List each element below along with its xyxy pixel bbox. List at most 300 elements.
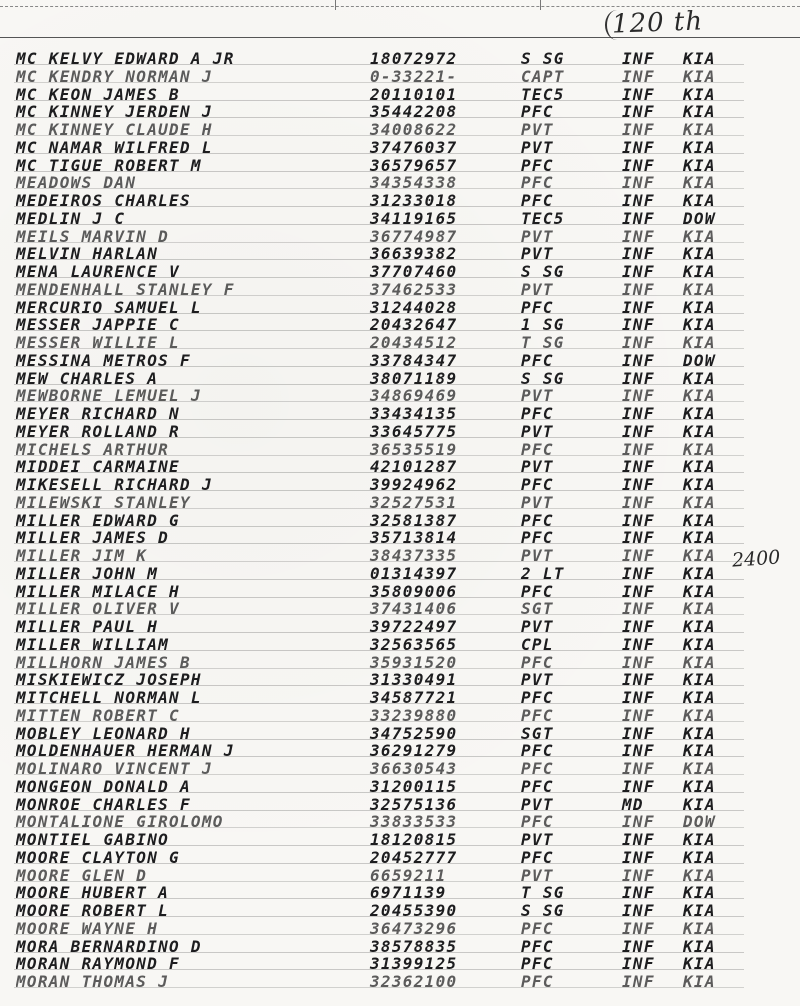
service-number: 37707460 [370, 262, 458, 281]
row-underline [14, 827, 744, 828]
soldier-name: MOLDENHAUER HERMAN J [16, 741, 235, 761]
roster-row [0, 937, 800, 954]
branch: INF [622, 652, 655, 672]
service-number: 18120815 [370, 830, 458, 849]
row-underline [14, 774, 744, 775]
roster-row [0, 653, 800, 670]
casualty-status: KIA [683, 368, 716, 388]
row-underline [14, 206, 744, 207]
roster-row [0, 440, 800, 457]
roster-row [0, 919, 800, 936]
roster-row [0, 102, 800, 122]
service-number: 42101287 [370, 457, 458, 477]
casualty-status: KIA [683, 404, 716, 423]
roster-row [0, 457, 800, 477]
roster-row [0, 954, 800, 974]
rank: PVT [521, 546, 554, 565]
service-number: 0-33221- [370, 66, 458, 86]
service-number: 6659211 [370, 865, 447, 885]
soldier-name: MICHELS ARTHUR [16, 439, 170, 459]
service-number: 01314397 [370, 563, 458, 583]
rank: PVT [521, 457, 554, 477]
roster-row [0, 617, 800, 634]
row-underline [14, 863, 744, 864]
casualty-roster [0, 49, 800, 991]
soldier-name: MELVIN HARLAN [16, 244, 159, 264]
branch: INF [622, 173, 655, 193]
row-underline [14, 543, 744, 544]
service-number: 34119165 [370, 208, 458, 228]
service-number: 39722497 [370, 617, 458, 636]
roster-row [0, 972, 800, 989]
soldier-name: MILLER MILACE H [16, 581, 180, 601]
soldier-name: MILEWSKI STANLEY [16, 492, 191, 512]
soldier-name: MOORE ROBERT L [16, 901, 170, 920]
service-number: 20434512 [370, 333, 458, 352]
roster-row [0, 386, 800, 406]
soldier-name: MEYER ROLLAND R [16, 421, 180, 441]
roster-row [0, 706, 800, 723]
branch: INF [622, 475, 655, 494]
row-underline [14, 898, 744, 899]
branch: INF [622, 297, 655, 317]
casualty-status: KIA [683, 475, 716, 494]
casualty-status: KIA [683, 617, 716, 636]
soldier-name: MOORE CLAYTON G [16, 847, 180, 867]
row-underline [14, 330, 744, 331]
branch: INF [622, 865, 655, 885]
soldier-name: MESSER JAPPIE C [16, 315, 180, 335]
roster-row [0, 830, 800, 847]
rank: PVT [521, 492, 554, 512]
casualty-status: KIA [683, 563, 716, 583]
casualty-status: KIA [683, 705, 716, 725]
branch: INF [622, 599, 655, 619]
row-underline [14, 969, 744, 970]
casualty-status: KIA [683, 759, 716, 778]
rank: 1 SG [521, 315, 565, 335]
soldier-name: MEADOWS DAN [16, 173, 137, 193]
casualty-status: KIA [683, 510, 716, 530]
service-number: 20432647 [370, 315, 458, 335]
row-underline [14, 419, 744, 420]
rank: PVT [521, 794, 554, 814]
roster-row [0, 848, 800, 865]
rank: PFC [521, 510, 554, 530]
row-underline [14, 597, 744, 598]
row-underline [14, 313, 744, 314]
row-underline [14, 614, 744, 615]
branch: INF [622, 208, 655, 228]
branch: INF [622, 634, 655, 654]
roster-row [0, 156, 800, 173]
tick-mark [540, 0, 541, 10]
rank: PVT [521, 226, 554, 246]
roster-row [0, 67, 800, 84]
soldier-name: MOORE GLEN D [16, 865, 148, 885]
row-underline [14, 739, 744, 740]
casualty-status: KIA [683, 830, 716, 849]
rank: 2 LT [521, 563, 565, 583]
service-number: 37462533 [370, 279, 458, 299]
roster-row [0, 528, 800, 548]
casualty-status: KIA [683, 191, 716, 210]
row-underline [14, 579, 744, 580]
roster-row [0, 333, 800, 350]
service-number: 34354338 [370, 173, 458, 193]
tick-mark [335, 0, 336, 10]
roster-row [0, 262, 800, 279]
casualty-status: KIA [683, 457, 716, 477]
soldier-name: MILLER OLIVER V [16, 599, 180, 619]
branch: INF [622, 421, 655, 441]
branch: INF [622, 546, 655, 565]
rank: S SG [521, 901, 565, 920]
casualty-status: KIA [683, 883, 716, 903]
roster-row [0, 49, 800, 66]
roster-row [0, 688, 800, 705]
row-underline [14, 153, 744, 154]
branch: INF [622, 705, 655, 725]
branch: INF [622, 84, 655, 104]
rank: CAPT [521, 66, 565, 86]
service-number: 35713814 [370, 528, 458, 548]
rank: PVT [521, 137, 554, 157]
roster-row [0, 511, 800, 528]
roster-row [0, 138, 800, 155]
rank: S SG [521, 262, 565, 281]
casualty-status: KIA [683, 262, 716, 281]
row-underline [14, 277, 744, 278]
service-number: 36291279 [370, 741, 458, 761]
soldier-name: MILLER JAMES D [16, 528, 170, 548]
soldier-name: MC NAMAR WILFRED L [16, 137, 213, 157]
branch: INF [622, 528, 655, 548]
branch: INF [622, 386, 655, 406]
branch: INF [622, 954, 655, 974]
rank: S SG [521, 49, 565, 68]
rank: PFC [521, 173, 554, 193]
row-underline [14, 987, 744, 988]
row-underline [14, 472, 744, 473]
branch: INF [622, 350, 655, 370]
branch: INF [622, 812, 655, 832]
branch: INF [622, 918, 655, 938]
service-number: 33239880 [370, 705, 458, 725]
casualty-status: KIA [683, 386, 716, 406]
roster-row [0, 777, 800, 794]
rank: PVT [521, 244, 554, 264]
branch: INF [622, 333, 655, 352]
branch: INF [622, 315, 655, 335]
casualty-status: KIA [683, 847, 716, 867]
roster-row [0, 759, 800, 776]
branch: INF [622, 776, 655, 796]
rank: PFC [521, 972, 554, 991]
service-number: 32527531 [370, 492, 458, 512]
rank: PVT [521, 830, 554, 849]
rank: PFC [521, 102, 554, 122]
roster-row [0, 724, 800, 741]
handwritten-unit-note: 120 th [611, 6, 704, 40]
casualty-status: KIA [683, 634, 716, 654]
soldier-name: MEDLIN J C [16, 208, 126, 228]
row-underline [14, 490, 744, 491]
branch: INF [622, 936, 655, 956]
casualty-status: KIA [683, 137, 716, 157]
handwritten-side-note: 2400 [731, 546, 782, 572]
rank: PFC [521, 528, 554, 548]
rank: PFC [521, 688, 554, 707]
branch: INF [622, 404, 655, 423]
roster-row [0, 227, 800, 244]
soldier-name: MILLER EDWARD G [16, 510, 180, 530]
row-underline [14, 135, 744, 136]
branch: INF [622, 49, 655, 68]
row-underline [14, 366, 744, 367]
casualty-status: KIA [683, 546, 716, 565]
service-number: 34587721 [370, 688, 458, 707]
row-underline [14, 650, 744, 651]
row-underline [14, 703, 744, 704]
casualty-status: KIA [683, 936, 716, 956]
roster-row [0, 85, 800, 102]
casualty-status: KIA [683, 421, 716, 441]
branch: INF [622, 226, 655, 246]
roster-row [0, 901, 800, 918]
branch: INF [622, 670, 655, 690]
branch: INF [622, 617, 655, 636]
soldier-name: MEYER RICHARD N [16, 404, 180, 423]
row-underline [14, 668, 744, 669]
branch: INF [622, 741, 655, 761]
service-number: 6971139 [370, 883, 447, 903]
rank: PFC [521, 191, 554, 210]
row-underline [14, 242, 744, 243]
soldier-name: MENDENHALL STANLEY F [16, 279, 235, 299]
soldier-name: MISKIEWICZ JOSEPH [16, 670, 202, 690]
service-number: 34008622 [370, 120, 458, 139]
soldier-name: MOORE WAYNE H [16, 918, 159, 938]
soldier-name: MEW CHARLES A [16, 368, 159, 388]
row-underline [14, 952, 744, 953]
row-underline [14, 188, 744, 189]
soldier-name: MOBLEY LEONARD H [16, 723, 191, 743]
soldier-name: MILLER JOHN M [16, 563, 159, 583]
casualty-status: KIA [683, 226, 716, 246]
rank: PFC [521, 439, 554, 459]
row-underline [14, 171, 744, 172]
rank: PVT [521, 120, 554, 139]
branch: INF [622, 439, 655, 459]
roster-row [0, 883, 800, 903]
service-number: 32581387 [370, 510, 458, 530]
row-underline [14, 881, 744, 882]
soldier-name: MEILS MARVIN D [16, 226, 170, 246]
service-number: 34752590 [370, 723, 458, 743]
casualty-status: KIA [683, 155, 716, 175]
rank: PFC [521, 581, 554, 601]
branch: INF [622, 66, 655, 86]
casualty-status: KIA [683, 439, 716, 459]
rank: PFC [521, 155, 554, 175]
rank: PFC [521, 759, 554, 778]
branch: INF [622, 581, 655, 601]
casualty-status: KIA [683, 173, 716, 193]
roster-row [0, 564, 800, 581]
branch: INF [622, 688, 655, 707]
rank: PFC [521, 954, 554, 974]
soldier-name: MORAN THOMAS J [16, 972, 170, 991]
casualty-status: KIA [683, 297, 716, 317]
branch: INF [622, 155, 655, 175]
branch: INF [622, 972, 655, 991]
roster-row [0, 582, 800, 599]
soldier-name: MONGEON DONALD A [16, 776, 191, 796]
rank: SGT [521, 599, 554, 619]
casualty-status: KIA [683, 776, 716, 796]
soldier-name: MC KENDRY NORMAN J [16, 66, 213, 86]
service-number: 32563565 [370, 634, 458, 654]
service-number: 37431406 [370, 599, 458, 619]
row-underline [14, 792, 744, 793]
row-underline [14, 756, 744, 757]
casualty-status: KIA [683, 723, 716, 743]
row-underline [14, 526, 744, 527]
soldier-name: MIDDEI CARMAINE [16, 457, 180, 477]
roster-row [0, 493, 800, 510]
soldier-name: MESSINA METROS F [16, 350, 191, 370]
soldier-name: MILLER WILLIAM [16, 634, 170, 654]
casualty-status: KIA [683, 84, 716, 104]
rank: PVT [521, 670, 554, 690]
service-number: 33784347 [370, 350, 458, 370]
service-number: 32362100 [370, 972, 458, 991]
row-underline [14, 934, 744, 935]
rank: PVT [521, 279, 554, 299]
row-underline [14, 561, 744, 562]
branch: MD [622, 794, 644, 814]
service-number: 33833533 [370, 812, 458, 832]
service-number: 36579657 [370, 155, 458, 175]
casualty-status: KIA [683, 901, 716, 920]
row-underline [14, 348, 744, 349]
rank: PFC [521, 812, 554, 832]
roster-row [0, 209, 800, 226]
casualty-status: KIA [683, 492, 716, 512]
service-number: 20455390 [370, 901, 458, 920]
casualty-status: KIA [683, 49, 716, 68]
service-number: 31200115 [370, 776, 458, 796]
rank: PVT [521, 865, 554, 885]
branch: INF [622, 279, 655, 299]
row-underline [14, 117, 744, 118]
roster-row [0, 741, 800, 761]
service-number: 31330491 [370, 670, 458, 690]
soldier-name: MOORE HUBERT A [16, 883, 170, 903]
soldier-name: MC KINNEY CLAUDE H [16, 120, 213, 139]
rank: PVT [521, 617, 554, 636]
soldier-name: MC KINNEY JERDEN J [16, 102, 213, 122]
roster-row [0, 315, 800, 335]
roster-row [0, 795, 800, 812]
service-number: 39924962 [370, 475, 458, 494]
row-underline [14, 632, 744, 633]
soldier-name: MENA LAURENCE V [16, 262, 180, 281]
casualty-status: KIA [683, 66, 716, 86]
service-number: 38437335 [370, 546, 458, 565]
roster-row [0, 191, 800, 208]
soldier-name: MITTEN ROBERT C [16, 705, 180, 725]
service-number: 38071189 [370, 368, 458, 388]
soldier-name: MOLINARO VINCENT J [16, 759, 213, 778]
rank: PVT [521, 421, 554, 441]
casualty-status: DOW [683, 812, 716, 832]
casualty-status: KIA [683, 120, 716, 139]
row-underline [14, 82, 744, 83]
casualty-status: KIA [683, 741, 716, 761]
rank: PFC [521, 297, 554, 317]
branch: INF [622, 262, 655, 281]
roster-row [0, 351, 800, 368]
row-underline [14, 685, 744, 686]
service-number: 36774987 [370, 226, 458, 246]
branch: INF [622, 883, 655, 903]
rank: PFC [521, 741, 554, 761]
service-number: 31244028 [370, 297, 458, 317]
branch: INF [622, 901, 655, 920]
service-number: 36535519 [370, 439, 458, 459]
service-number: 32575136 [370, 794, 458, 814]
service-number: 31233018 [370, 191, 458, 210]
soldier-name: MILLER JIM K [16, 546, 148, 565]
row-underline [14, 259, 744, 260]
rank: PFC [521, 652, 554, 672]
casualty-status: KIA [683, 528, 716, 548]
roster-row [0, 280, 800, 297]
rank: T SG [521, 333, 565, 352]
soldier-name: MEDEIROS CHARLES [16, 191, 191, 210]
roster-row [0, 812, 800, 832]
casualty-status: KIA [683, 972, 716, 991]
rank: T SG [521, 883, 565, 903]
rank: CPL [521, 634, 554, 654]
soldier-name: MC TIGUE ROBERT M [16, 155, 202, 175]
casualty-status: KIA [683, 670, 716, 690]
casualty-status: KIA [683, 279, 716, 299]
rank: TEC5 [521, 84, 565, 104]
rank: PFC [521, 847, 554, 867]
branch: INF [622, 847, 655, 867]
casualty-status: KIA [683, 918, 716, 938]
soldier-name: MIKESELL RICHARD J [16, 475, 213, 494]
roster-row [0, 866, 800, 883]
soldier-name: MONROE CHARLES F [16, 794, 191, 814]
branch: INF [622, 830, 655, 849]
casualty-status: KIA [683, 954, 716, 974]
casualty-status: KIA [683, 652, 716, 672]
rank: S SG [521, 368, 565, 388]
service-number: 33434135 [370, 404, 458, 423]
branch: INF [622, 723, 655, 743]
casualty-status: KIA [683, 581, 716, 601]
roster-row [0, 120, 800, 137]
roster-row [0, 635, 800, 652]
row-underline [14, 100, 744, 101]
soldier-name: MORA BERNARDINO D [16, 936, 202, 956]
service-number: 35931520 [370, 652, 458, 672]
rank: TEC5 [521, 208, 565, 228]
